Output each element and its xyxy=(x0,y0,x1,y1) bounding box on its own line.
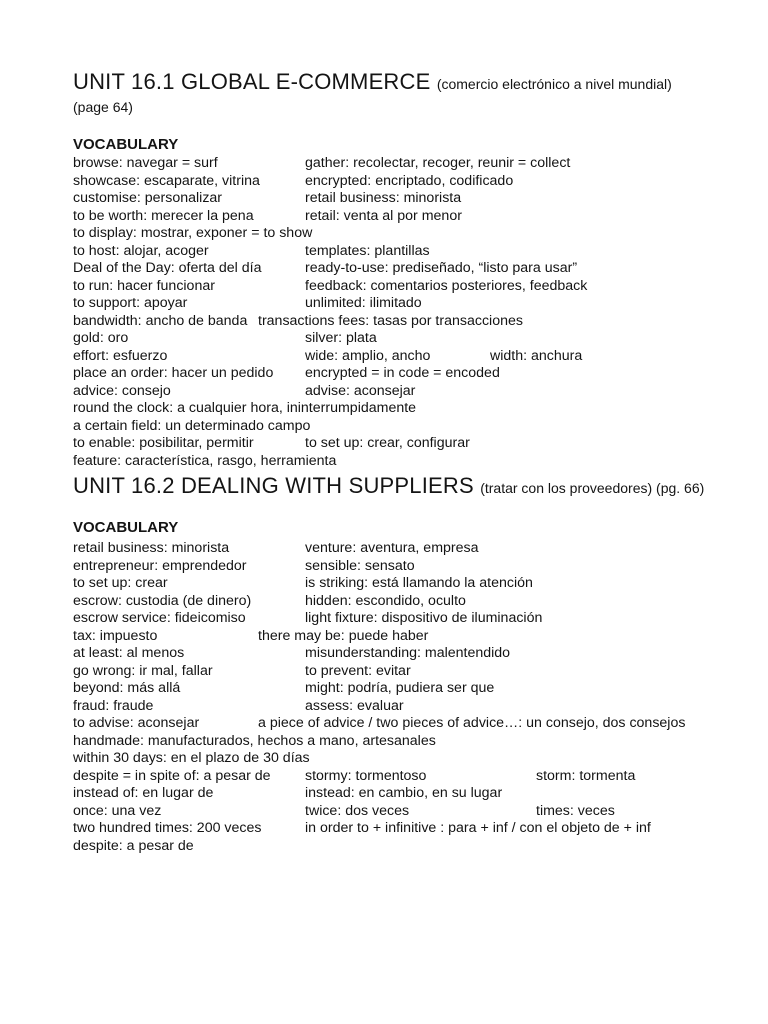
unit-16-1-title xyxy=(73,68,753,98)
vocab-entry: storm: tormenta xyxy=(536,767,636,784)
vocab-entry: feature: característica, rasgo, herramienta xyxy=(73,452,337,469)
unit-16-2-subtitle: (tratar con los proveedores) (pg. 66) xyxy=(480,480,705,496)
vocab-entry: to prevent: evitar xyxy=(305,662,411,679)
unit-16-2-title xyxy=(73,472,753,502)
vocab-entry: times: veces xyxy=(536,802,615,819)
vocab-row xyxy=(73,715,753,733)
vocab-row xyxy=(73,208,753,226)
vocab-entry: to display: mostrar, exponer = to show xyxy=(73,225,313,241)
vocab-entry: effort: esfuerzo xyxy=(73,347,168,364)
vocab-entry: tax: impuesto xyxy=(73,627,158,644)
vocab-row xyxy=(73,225,753,243)
vocab-entry: ready-to-use: prediseñado, “listo para usar” xyxy=(305,260,578,276)
vocab-row xyxy=(73,383,753,401)
vocab-entry: feedback: comentarios posteriores, feedback xyxy=(305,277,588,294)
unit-16-1-page-ref: (page 64) xyxy=(73,99,133,115)
vocab-entry: to support: apoyar xyxy=(73,295,188,311)
vocab-row xyxy=(73,820,753,838)
vocab-entry: at least: al menos xyxy=(73,645,185,661)
vocab-entry: a certain field: un determinado campo xyxy=(73,417,311,434)
vocab-row xyxy=(73,803,753,821)
vocab-entry: venture: aventura, empresa xyxy=(305,540,479,556)
vocab-entry: silver: plata xyxy=(305,330,377,346)
vocab-entry: twice: dos veces xyxy=(305,802,410,819)
vocab-row xyxy=(73,663,753,681)
vocab-entry: assess: evaluar xyxy=(305,697,404,714)
vocab-row xyxy=(73,330,753,348)
vocab-row xyxy=(73,750,753,768)
vocab-entry: retail business: minorista xyxy=(73,540,230,556)
vocab-entry: to host: alojar, acoger xyxy=(73,242,209,259)
vocab-entry: handmade: manufacturados, hechos a mano, artesanales xyxy=(73,732,436,749)
vocab-row xyxy=(73,558,753,576)
vocab-entry: to set up: crear, configurar xyxy=(305,435,470,451)
vocab-entry: customise: personalizar xyxy=(73,190,223,206)
vocab-entry: gold: oro xyxy=(73,330,129,346)
vocab-row xyxy=(73,698,753,716)
vocab-entry: Deal of the Day: oferta del día xyxy=(73,260,262,276)
vocab-row xyxy=(73,243,753,261)
vocab-entry: encrypted: encriptado, codificado xyxy=(305,172,514,189)
vocab-entry: to be worth: merecer la pena xyxy=(73,207,254,224)
vocab-entry: light fixture: dispositivo de iluminación xyxy=(305,610,543,626)
vocab-entry: stormy: tormentoso xyxy=(305,767,427,784)
vocab-entry: misunderstanding: malentendido xyxy=(305,645,511,661)
vocab-entry: wide: amplio, ancho xyxy=(305,347,431,364)
vocab-entry: escrow: custodia (de dinero) xyxy=(73,592,252,609)
vocab-row xyxy=(73,278,753,296)
vocab-entry: showcase: escaparate, vitrina xyxy=(73,172,260,189)
vocab-row xyxy=(73,190,753,208)
vocab-row xyxy=(73,260,753,278)
document-page xyxy=(73,68,753,855)
vocab-entry: advise: aconsejar xyxy=(305,382,416,399)
vocab-entry: width: anchura xyxy=(490,347,583,364)
vocab-entry: transactions fees: tasas por transacciones xyxy=(258,312,523,329)
vocab-row xyxy=(73,680,753,698)
vocab-entry: retail business: minorista xyxy=(305,190,462,206)
unit-16-1-vocab-list xyxy=(73,155,753,470)
vocab-row xyxy=(73,348,753,366)
vocab-entry: bandwidth: ancho de banda xyxy=(73,312,248,329)
vocab-entry: to set up: crear xyxy=(73,575,168,591)
vocab-row xyxy=(73,575,753,593)
unit-16-2-vocabulary-heading: VOCABULARY xyxy=(73,519,179,536)
vocab-entry: a piece of advice / two pieces of advice…: un consejo, dos consejos xyxy=(258,715,686,731)
vocab-entry: browse: navegar = surf xyxy=(73,155,218,171)
unit-16-1-subtitle: (comercio electrónico a nivel mundial) xyxy=(436,76,672,92)
vocab-entry: fraud: fraude xyxy=(73,697,154,714)
vocab-row xyxy=(73,313,753,331)
vocab-row xyxy=(73,295,753,313)
vocab-row xyxy=(73,435,753,453)
vocab-entry: beyond: más allá xyxy=(73,680,181,696)
vocab-entry: advice: consejo xyxy=(73,382,171,399)
vocab-entry: place an order: hacer un pedido xyxy=(73,365,274,381)
unit-16-1-heading: UNIT 16.1 GLOBAL E-COMMERCE xyxy=(73,69,431,94)
vocab-entry: despite: a pesar de xyxy=(73,837,194,854)
vocab-entry: there may be: puede haber xyxy=(258,627,429,644)
vocab-row xyxy=(73,610,753,628)
vocab-row xyxy=(73,593,753,611)
vocab-row xyxy=(73,733,753,751)
vocab-entry: entrepreneur: emprendedor xyxy=(73,557,247,574)
vocab-entry: instead: en cambio, en su lugar xyxy=(305,785,503,801)
vocab-entry: despite = in spite of: a pesar de xyxy=(73,767,271,784)
vocab-row xyxy=(73,838,753,856)
vocab-row xyxy=(73,400,753,418)
vocab-entry: templates: plantillas xyxy=(305,242,430,259)
vocab-entry: might: podría, pudiera ser que xyxy=(305,680,495,696)
vocab-row xyxy=(73,173,753,191)
vocab-entry: once: una vez xyxy=(73,802,162,819)
vocab-entry: is striking: está llamando la atención xyxy=(305,575,533,591)
unit-16-2-heading: UNIT 16.2 DEALING WITH SUPPLIERS xyxy=(73,473,474,498)
vocab-row xyxy=(73,155,753,173)
vocab-entry: encrypted = in code = encoded xyxy=(305,365,500,381)
vocab-row xyxy=(73,418,753,436)
vocab-row xyxy=(73,540,753,558)
vocab-entry: retail: venta al por menor xyxy=(305,207,462,224)
vocab-entry: go wrong: ir mal, fallar xyxy=(73,662,213,679)
unit-16-1-vocabulary-heading: VOCABULARY xyxy=(73,136,179,153)
vocab-entry: within 30 days: en el plazo de 30 días xyxy=(73,750,310,766)
vocab-entry: to run: hacer funcionar xyxy=(73,277,215,294)
vocab-entry: to advise: aconsejar xyxy=(73,715,200,731)
vocab-row xyxy=(73,628,753,646)
vocab-entry: in order to + infinitive : para + inf / con el objeto de + inf xyxy=(305,820,651,836)
vocab-row xyxy=(73,645,753,663)
vocab-entry: to enable: posibilitar, permitir xyxy=(73,435,254,451)
vocab-row xyxy=(73,768,753,786)
vocab-entry: sensible: sensato xyxy=(305,557,415,574)
vocab-entry: hidden: escondido, oculto xyxy=(305,592,466,609)
vocab-entry: gather: recolectar, recoger, reunir = collect xyxy=(305,155,571,171)
unit-16-2-vocab-list xyxy=(73,540,753,855)
vocab-row xyxy=(73,785,753,803)
vocab-entry: two hundred times: 200 veces xyxy=(73,820,262,836)
vocab-row xyxy=(73,365,753,383)
vocab-entry: instead of: en lugar de xyxy=(73,785,214,801)
vocab-entry: round the clock: a cualquier hora, ininterrumpidamente xyxy=(73,400,417,416)
vocab-row xyxy=(73,453,753,471)
vocab-entry: escrow service: fideicomiso xyxy=(73,610,246,626)
vocab-entry: unlimited: ilimitado xyxy=(305,295,422,311)
